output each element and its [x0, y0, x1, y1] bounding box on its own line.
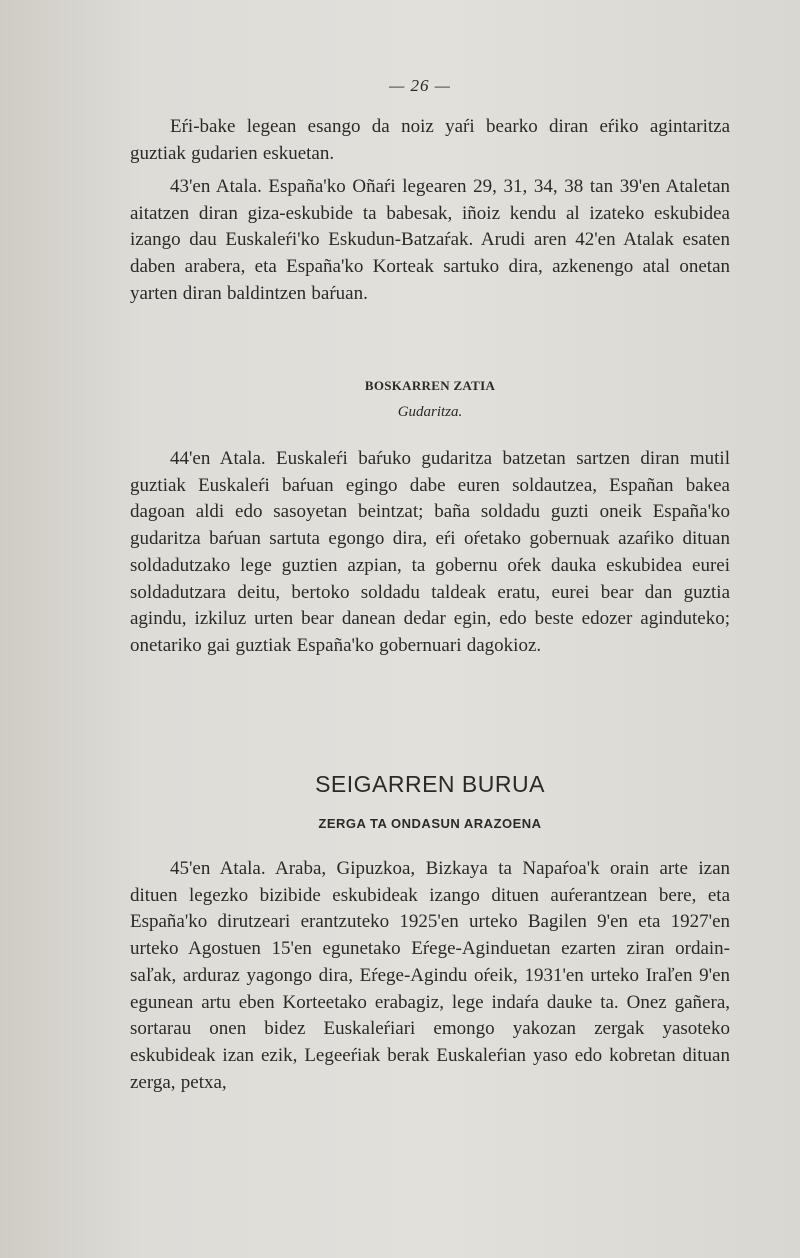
article-45: [130, 856, 730, 1096]
paragraph-text: 44'en Atala. Euskaleŕi baŕuko gudaritza batzetan sartzen diran mutil guztiak Euskaleŕi baŕuan egingo dabe euren soldautzea, Españan bakea dagoan aldi edo sasoyetan beintzat; baña soldadu guzti oneik España'ko gudaritza baŕuan sartuta egongo dira, eŕi oŕetako gobernuak azaŕiko dituan soldadutzako lege guztien azpian, ta gobernu oŕek dauka eskubidea eurei soldadutzara deitu, bertoko soldadu taldeak eratu, eurei bear dan guztia agindu, izkiluz urten bear danean dedar egin, edo beste edozer aginduteko; onetariko gai guztiak España'ko gobernuari dagokioz.: [130, 448, 730, 656]
section-title: BOSKARREN ZATIA: [364, 378, 496, 393]
paragraph-text: Eŕi-bake legean esango da noiz yaŕi bearko diran eŕiko agintaritza guztiak gudarien eskuetan.: [130, 116, 730, 164]
paragraph-text: 43'en Atala. España'ko Oñaŕi legearen 29, 31, 34, 38 tan 39'en Ataletan aitatzen diran giza-eskubide ta babesak, iñoiz kendu al izateko eskubidea izango dau Euskaleŕi'ko Eskudun-Batzaŕak. Arudi aren 42'en Atalak esaten daben arabera, eta España'ko Korteak sartuko dira, azkenengo atal onetan yarten diran baldintzen baŕuan.: [130, 176, 730, 304]
page-number: — 26 —: [389, 76, 451, 95]
section-subtitle: Gudaritza.: [397, 404, 463, 420]
article-43: [130, 174, 730, 308]
chapter-title: SEIGARREN BURUA: [315, 771, 545, 797]
paragraph-1: [130, 114, 730, 167]
chapter-subtitle: ZERGA TA ONDASUN ARAZOENA: [318, 816, 542, 831]
paragraph-text: 45'en Atala. Araba, Gipuzkoa, Bizkaya ta Napaŕoa'k orain arte izan dituen legezko bizibide eskubideak izango dituen auŕerantzean bere, eta España'ko dirutzeari erantzuteko 1925'en urteko Bagilen 9'en eta 1927'en urteko Agostuen 15'en egunetako Eŕege-Aginduetan ezarten ziran ordain-saľak, arduraz yagongo dira, Eŕege-Agindu oŕeik, 1931'en urteko Iraľen 9'en egunean artu eben Korteetako erabagiz, lege indaŕa dauke ta. Onez gañera, sortarau onen bidez Euskaleŕiari emongo yakozan zergak yasoteko eskubideak izan ezik, Legeeŕiak berak Euskaleŕian yaso edo kobretan dituan zerga, petxa,: [130, 858, 730, 1093]
article-44: [130, 446, 730, 660]
